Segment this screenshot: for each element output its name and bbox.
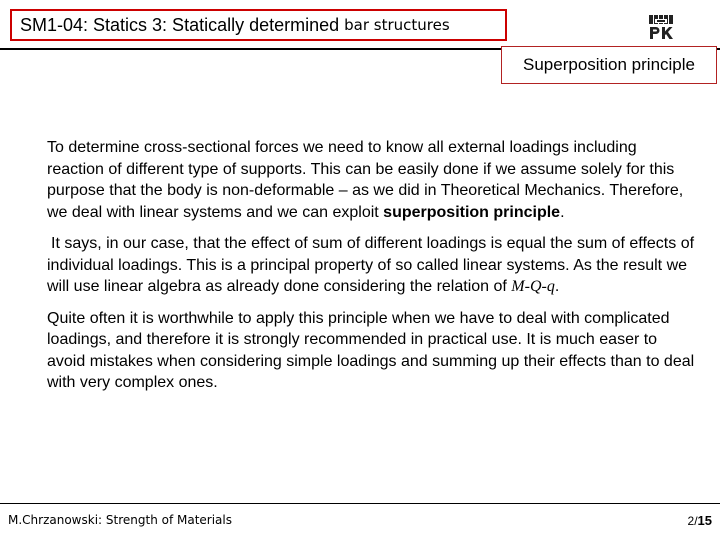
- slide-title-main: SM1-04: Statics 3: Statically determined: [20, 14, 340, 35]
- page-number: [688, 513, 712, 528]
- section-label: Superposition principle: [501, 46, 717, 84]
- pk-university-logo-icon: [648, 14, 674, 40]
- slide-title: [10, 9, 507, 41]
- paragraph-1: [47, 137, 697, 223]
- paragraph-1-text: To determine cross-sectional forces we need to know all external loadings including reaction of different type of supports. This can be easily done if we assume solely for this purpose that the body is non-deformable – as we did in Theoretical Mechanics. Therefore, we deal with linear systems and we can exploit: [47, 139, 684, 221]
- paragraph-2-end: .: [554, 278, 560, 295]
- page-current: 2/: [687, 514, 698, 528]
- paragraph-3: Quite often it is worthwhile to apply this principle when we have to deal with complicated loadings, and therefore it is strongly recommended in practical use. It is much easer to avoid mistakes when considering simple loadings and summing up their effects than to deal with very complex ones.: [47, 309, 695, 391]
- footer-author: M.Chrzanowski: Strength of Materials: [8, 513, 232, 527]
- footer-divider: [0, 503, 720, 504]
- page-total: 15: [697, 513, 712, 528]
- paragraph-2: [47, 233, 697, 298]
- slide-title-tail: bar structures: [344, 16, 450, 34]
- paragraph-2-text: It says, in our case, that the effect of sum of different loadings is equal the sum of effects of individual loadings. This is a principal property of so called linear systems. As the result we will use linear algebra as already done considering the relation of: [47, 235, 695, 295]
- paragraph-1-emphasis: superposition principle: [383, 203, 561, 221]
- paragraph-2-math: M-Q-q: [511, 278, 555, 295]
- slide-body: [47, 137, 697, 404]
- paragraph-1-end: .: [560, 203, 565, 221]
